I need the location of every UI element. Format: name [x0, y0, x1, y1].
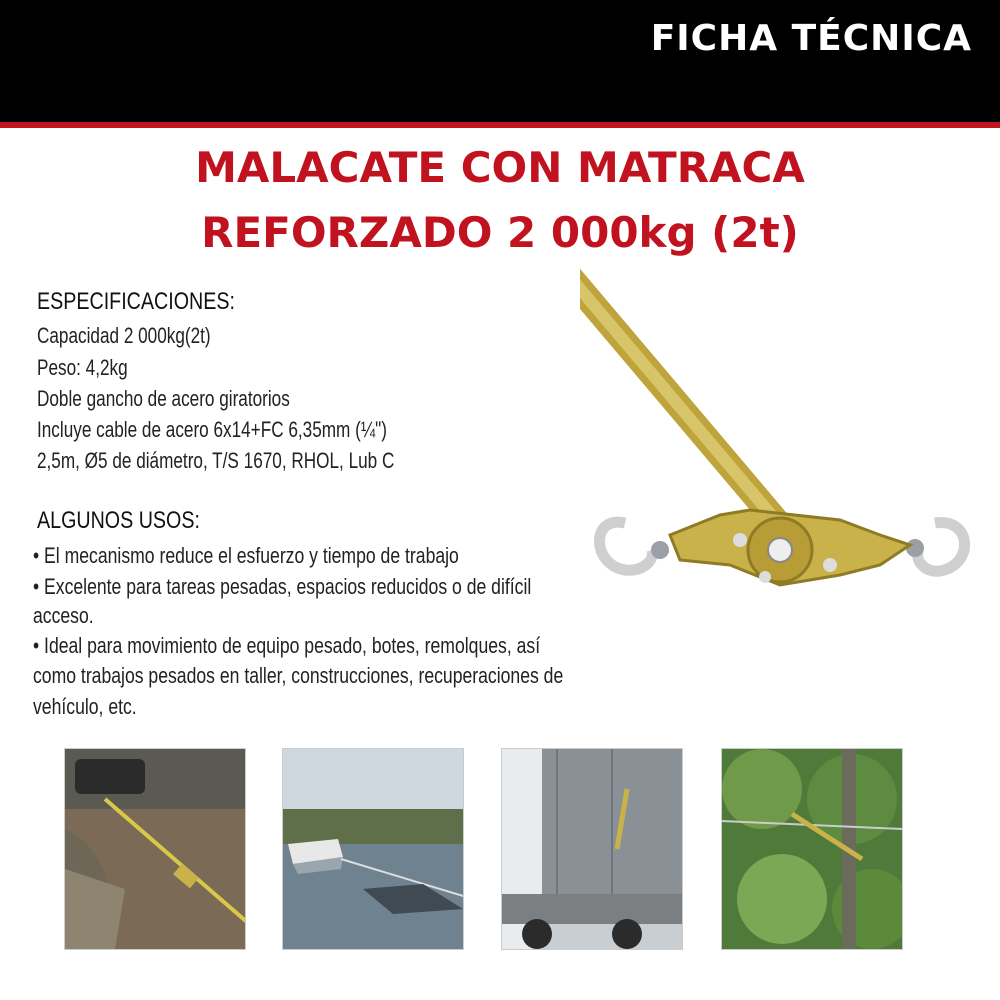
usage-photo-fence — [721, 748, 903, 950]
product-title-line-1: MALACATE CON MATRACA — [195, 143, 805, 192]
use-line: acceso. — [33, 603, 94, 628]
winch-product-image — [580, 265, 980, 605]
use-line: vehículo, etc. — [33, 694, 137, 719]
use-line: • Excelente para tareas pesadas, espacios reducidos o de difícil — [33, 574, 532, 599]
spec-line: Incluye cable de acero 6x14+FC 6,35mm (¼") — [37, 417, 387, 442]
usage-photo-truck — [501, 748, 683, 950]
header-bar — [0, 0, 1000, 122]
header-title: FICHA TÉCNICA — [650, 18, 972, 59]
spec-line: 2,5m, Ø5 de diámetro, T/S 1670, RHOL, Lub C — [37, 448, 395, 473]
specifications-heading: ESPECIFICACIONES: — [37, 288, 235, 315]
spec-line: Capacidad 2 000kg(2t) — [37, 323, 211, 348]
use-line: como trabajos pesados en taller, construcciones, recuperaciones de — [33, 663, 564, 688]
uses-heading: ALGUNOS USOS: — [37, 507, 200, 534]
product-title-line-2: REFORZADO 2 000kg (2t) — [201, 208, 799, 257]
spec-line: Doble gancho de acero giratorios — [37, 386, 290, 411]
usage-photo-vehicle-recovery — [64, 748, 246, 950]
use-line: • Ideal para movimiento de equipo pesado, botes, remolques, así — [33, 633, 541, 658]
usage-photo-boat — [282, 748, 464, 950]
spec-line: Peso: 4,2kg — [37, 355, 128, 380]
use-line: • El mecanismo reduce el esfuerzo y tiempo de trabajo — [33, 543, 459, 568]
header-red-stripe — [0, 122, 1000, 128]
